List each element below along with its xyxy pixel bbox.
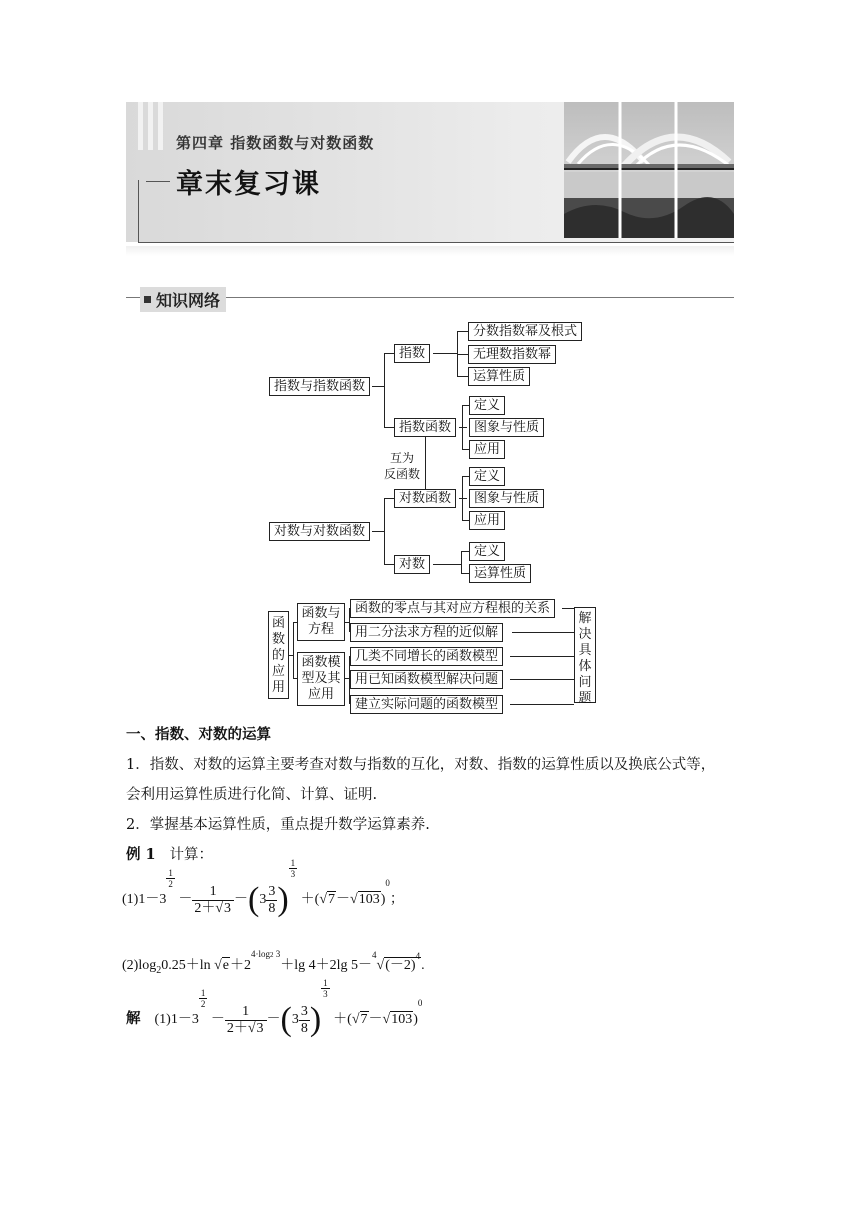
node-solve-problems: 解 决 具 体 问 题 [574,607,596,703]
node-func-eq-item: 函数的零点与其对应方程根的关系 [350,599,555,618]
node-log-item: 定义 [469,542,505,561]
chapter-subtitle: 第四章 指数函数与对数函数 [176,134,375,152]
node-log-func: 对数函数 [394,489,456,508]
equation-2: $(2)\log_20.25+\ln$ $√e+2^{4\cdot log2 3}+\lg$ 4＋2lg $5-^4√(-2)^4$. [122,949,425,976]
example-text: 计算： [169,847,213,863]
node-exp-root: 指数与指数函数 [269,377,370,396]
banner-shadow [126,246,734,256]
node-exp-item: 运算性质 [468,367,530,386]
node-exp-func-item: 应用 [469,440,505,459]
part-title: 一、指数、对数的运算 [126,726,271,743]
banner-rule [138,180,139,242]
node-log-func-item: 定义 [469,467,505,486]
paragraph-line: 会利用运算性质进行化简、计算、证明. [126,787,378,803]
solution-label: 解 [126,1010,141,1028]
node-exp: 指数 [394,344,430,363]
node-func-model-item: 用已知函数模型解决问题 [350,670,503,689]
paragraph-line: 2．掌握基本运算性质，重点提升数学运算素养. [126,817,430,833]
bridge-photo [564,102,734,238]
example-label: 例 1 [126,846,156,863]
node-func-model: 函数模 型及其 应用 [297,652,345,706]
node-exp-func: 指数函数 [394,418,456,437]
node-func-equation: 函数与 方程 [297,603,345,641]
node-exp-item: 无理数指数幂 [468,345,556,364]
banner-stripe [158,102,163,150]
node-func-model-item: 建立实际问题的函数模型 [350,695,503,714]
inverse-note: 反函数 [384,467,421,481]
banner-rule [146,181,170,182]
section-heading-text: 知识网络 [156,291,221,310]
equation-1: (1)1－3 $^{\frac{1}{2}}$ － $\frac{1}{2+√3}$ －(3 $\frac{3}{8}$ ) $^{\frac{1}{3}}$ $+(√7-√103)^0$； [122,858,404,918]
node-func-model-item: 几类不同增长的函数模型 [350,647,503,666]
section-heading [140,287,226,312]
chapter-title: 章末复习课 [176,169,321,200]
node-log-root: 对数与对数函数 [269,522,370,541]
node-log-func-item: 应用 [469,511,505,530]
node-func-eq-item: 用二分法求方程的近似解 [350,623,503,642]
example-heading [126,844,213,866]
paragraph-line: 1．指数、对数的运算主要考查对数与指数的互化，对数、指数的运算性质以及换底公式等， [126,757,716,773]
node-exp-item: 分数指数幂及根式 [468,322,582,341]
square-bullet-icon [144,296,151,303]
node-log-item: 运算性质 [469,564,531,583]
node-exp-func-item: 图象与性质 [469,418,544,437]
banner-rule [138,242,734,243]
node-log-func-item: 图象与性质 [469,489,544,508]
solution-1: 解 (1)1－3 $^{\frac{1}{2}}$ － $\frac{1}{2+√3}$ －(3 $\frac{3}{8}$ ) $^{\frac{1}{3}}$ $+(√7-√103)^0$ [126,978,423,1038]
node-log: 对数 [394,555,430,574]
banner-stripe [148,102,153,150]
node-application: 函 数 的 应 用 [268,611,289,699]
inverse-note: 互为 [390,451,415,465]
node-exp-func-item: 定义 [469,396,505,415]
banner-stripe [138,102,143,150]
